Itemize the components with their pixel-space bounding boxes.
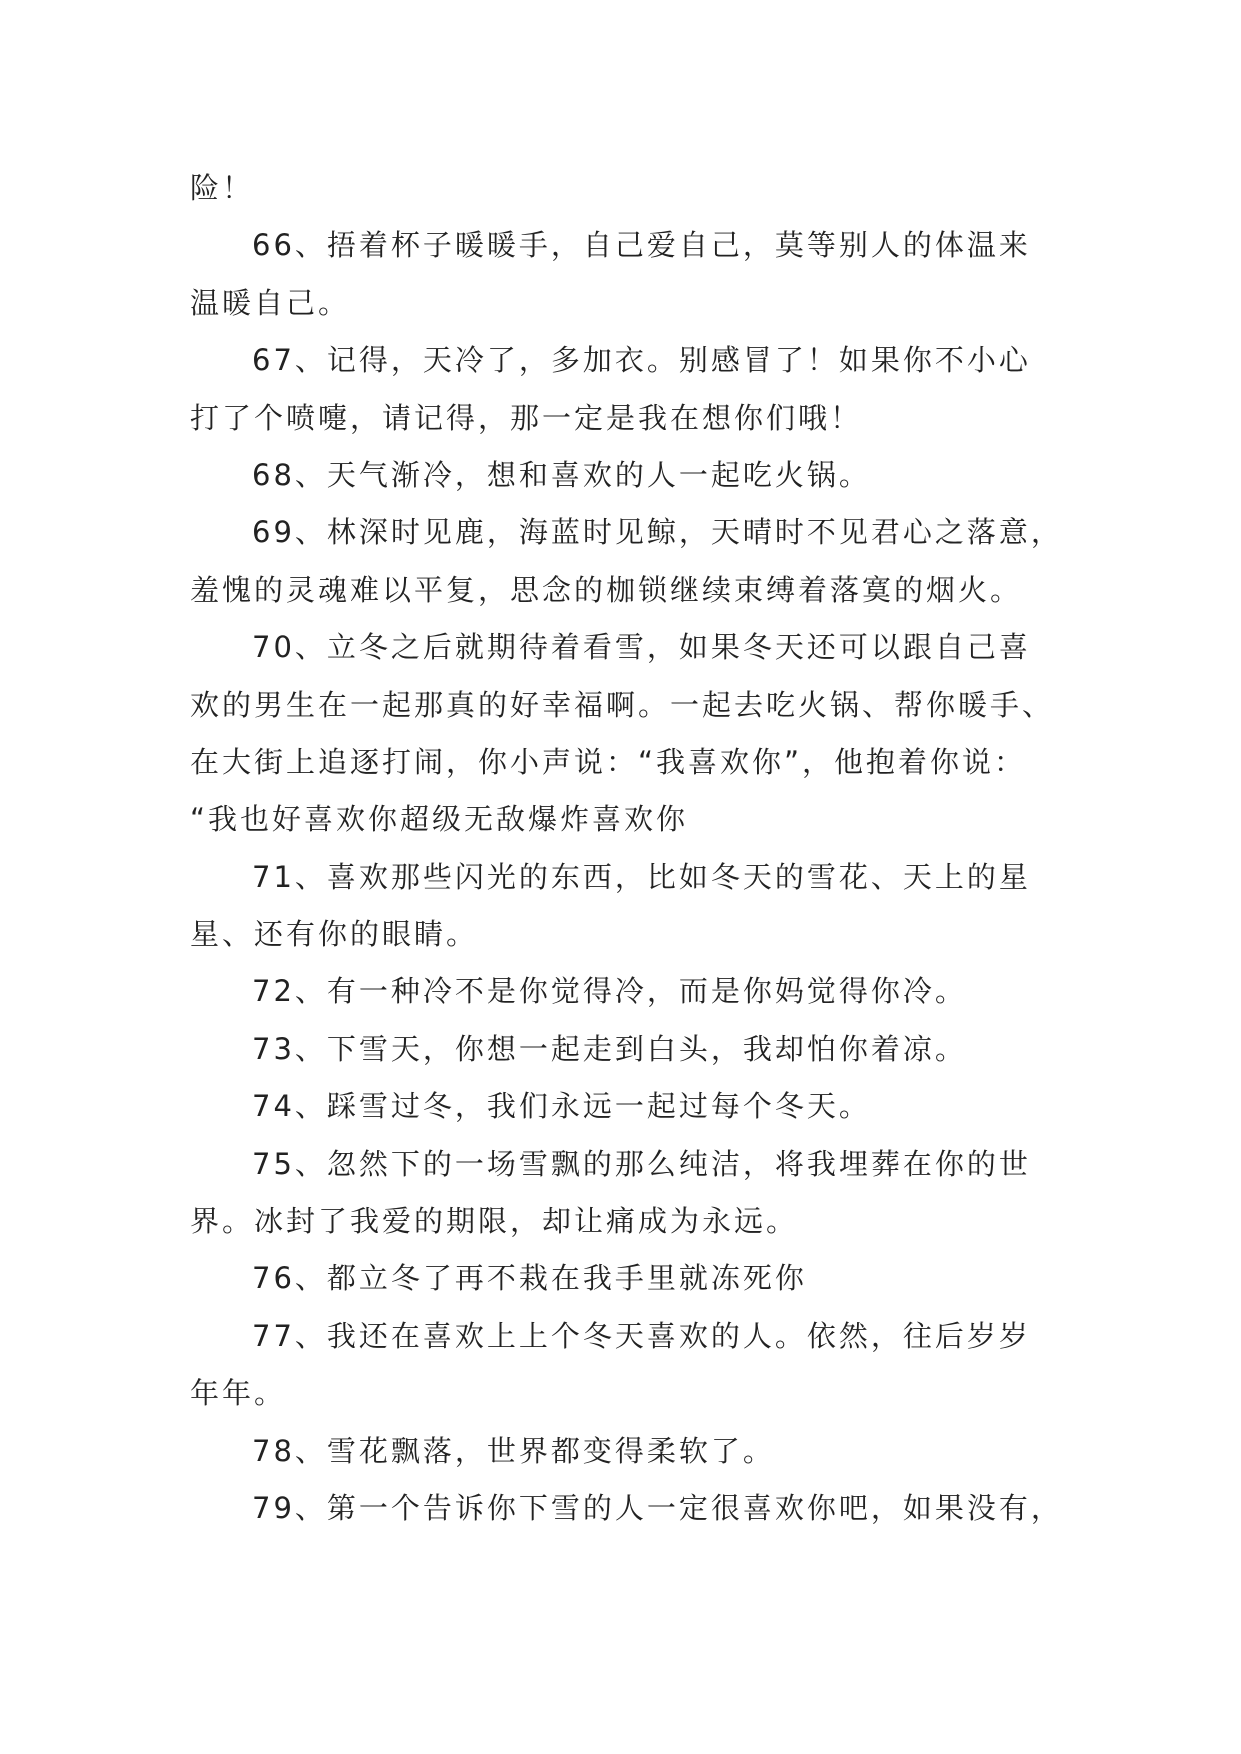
text-line: 79、第一个告诉你下雪的人一定很喜欢你吧，如果没有， [252,1490,1063,1525]
text-line: 70、立冬之后就期待着看雪，如果冬天还可以跟自己喜 [252,630,1031,665]
text-line: 75、忽然下的一场雪飘的那么纯洁，将我埋葬在你的世 [252,1146,1031,1181]
text-line: 欢的男生在一起那真的好幸福啊。一起去吃火锅、帮你暖手、 [190,687,1055,722]
text-line: “我也好喜欢你超级无敌爆炸喜欢你 [190,802,689,837]
text-line: 年年。 [190,1376,287,1411]
document-body [190,160,1070,1537]
text-line: 险！ [190,171,255,205]
text-line: 71、喜欢那些闪光的东西，比如冬天的雪花、天上的星 [252,859,1031,894]
text-line: 在大街上追逐打闹，你小声说：“我喜欢你”，他抱着你说： [190,744,1027,779]
text-line: 星、还有你的眼睛。 [190,917,479,952]
text-line: 77、我还在喜欢上上个冬天喜欢的人。依然，往后岁岁 [252,1318,1031,1353]
text-line: 69、林深时见鹿，海蓝时见鲸，天晴时不见君心之落意， [252,515,1063,550]
text-line: 界。冰封了我爱的期限，却让痛成为永远。 [190,1204,799,1239]
text-line: 73、下雪天，你想一起走到白头，我却怕你着凉。 [252,1031,967,1066]
text-line: 76、都立冬了再不栽在我手里就冻死你 [252,1261,807,1296]
text-line: 72、有一种冷不是你觉得冷，而是你妈觉得你冷。 [252,974,967,1009]
text-line: 羞愧的灵魂难以平复，思念的枷锁继续束缚着落寞的烟火。 [190,572,1023,607]
text-line: 68、天气渐冷，想和喜欢的人一起吃火锅。 [252,457,871,492]
text-line: 67、记得，天冷了，多加衣。别感冒了！如果你不小心 [252,343,1031,378]
text-line: 打了个喷嚏，请记得，那一定是我在想你们哦！ [190,400,863,435]
text-line: 66、捂着杯子暖暖手，自己爱自己，莫等别人的体温来 [252,228,1031,263]
text-line: 温暖自己。 [190,285,351,320]
text-line: 74、踩雪过冬，我们永远一起过每个冬天。 [252,1089,871,1124]
text-line: 78、雪花飘落，世界都变得柔软了。 [252,1433,775,1468]
